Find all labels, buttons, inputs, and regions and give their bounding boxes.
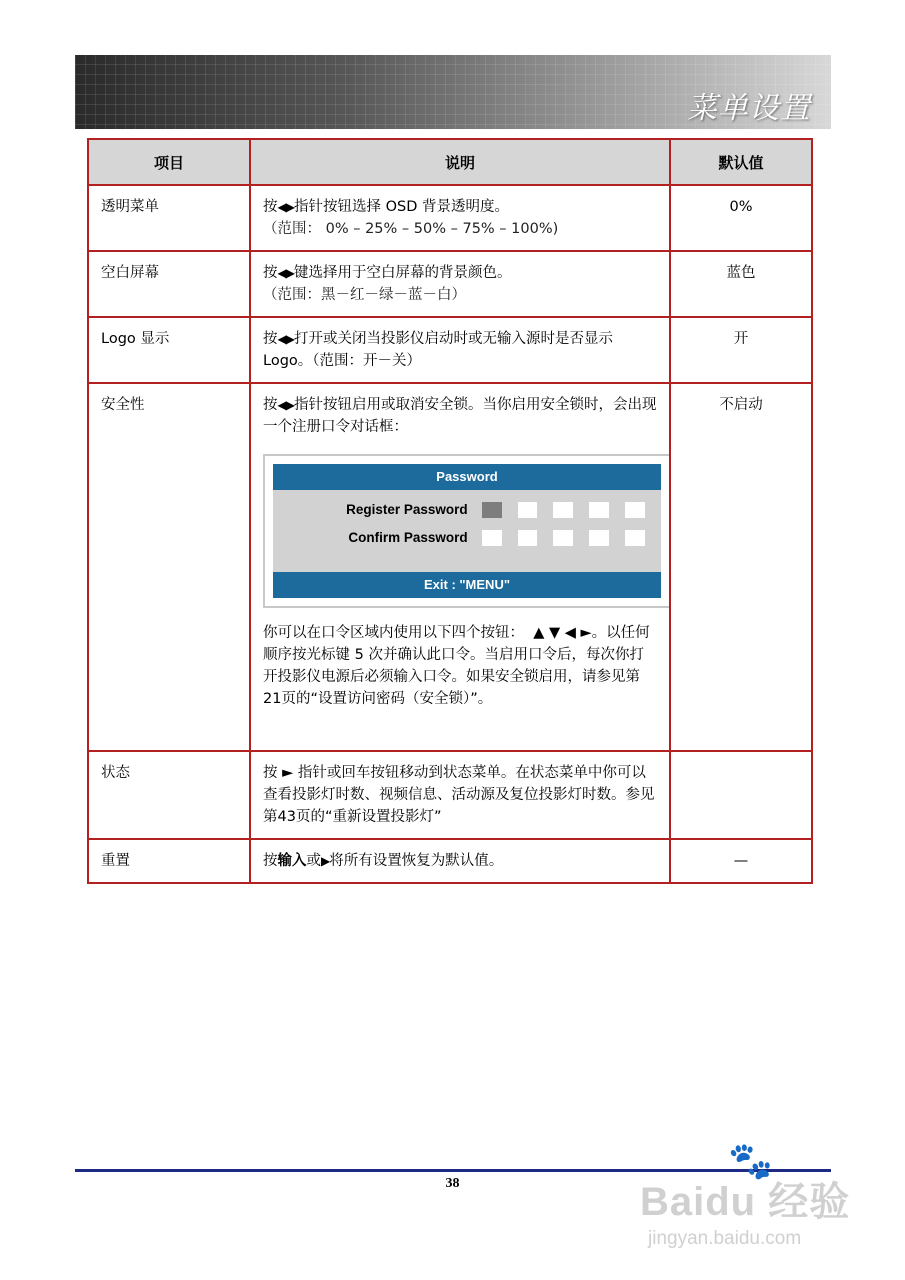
confirm-password-label: Confirm Password [348,530,468,545]
range-text: （范围： 0% – 25% – 50% – 75% – 100%) [263,221,559,237]
password-exit-bar[interactable]: Exit : "MENU" [273,572,661,598]
table-row [88,839,812,883]
item-name: 重置 [88,839,250,883]
password-digit-box[interactable] [553,530,573,546]
password-digit-box[interactable] [625,502,645,518]
default-value [670,751,812,839]
settings-table [87,138,813,884]
desc-text: 指针按钮选择 OSD 背景透明度。 [293,199,509,215]
default-value: — [670,839,812,883]
baidu-watermark [640,1140,860,1260]
range-text: （范围：黑－红－绿－蓝－白） [263,287,466,303]
item-name: 透明菜单 [88,185,250,251]
table-row [88,317,812,383]
column-header-item: 项目 [88,139,250,185]
confirm-password-row [273,524,661,552]
desc-text: 按 [263,765,278,781]
default-value: 不启动 [670,383,812,751]
left-right-arrow-icon: ◀▶ [277,398,294,412]
watermark-logo: Baidu 经验 [640,1180,851,1224]
left-right-arrow-icon: ◀▶ [277,332,294,346]
desc-text: 指针或回车按钮移动到状态菜单。在状态菜单中你可以查看投影灯时数、视频信息、活动源及复位投影灯时数。参见第43页的“重新设置投影灯” [263,765,655,825]
right-arrow-icon: ▶ [321,854,330,868]
table-header-row [88,139,812,185]
password-digit-box[interactable] [482,530,502,546]
column-header-description: 说明 [250,139,670,185]
header-banner [75,55,831,129]
desc-bold-text: 输入 [277,853,307,869]
desc-text: 按 [263,265,278,281]
password-digit-box[interactable] [589,502,609,518]
four-arrow-keys-icon: ▲ ▼ ◀ ► [528,625,592,641]
watermark-url: jingyan.baidu.com [648,1228,802,1249]
desc-text: 。以任何顺序按光标键 5 次并确认此口令。当启用口令后，每次你打开投影仪电源后必须输入口令。如果安全锁启用，请参见第21页的“设置访问密码（安全锁）”。 [263,625,650,707]
default-value: 0% [670,185,812,251]
password-digit-box[interactable] [553,502,573,518]
table-row [88,185,812,251]
desc-text: 或 [306,853,321,869]
password-dialog-title: Password [273,464,661,490]
password-digit-box[interactable] [518,502,538,518]
desc-text: 将所有设置恢复为默认值。 [329,853,504,869]
paw-icon: 🐾 [728,1141,773,1182]
left-right-arrow-icon: ◀▶ [277,266,294,280]
desc-text: 按 [263,199,278,215]
password-dialog [263,454,671,608]
item-description [250,185,670,251]
password-digit-box[interactable] [518,530,538,546]
item-description [250,751,670,839]
table-row [88,251,812,317]
right-arrow-icon: ► [282,765,294,781]
column-header-default: 默认值 [670,139,812,185]
desc-text: 指针按钮启用或取消安全锁。当你启用安全锁时，会出现一个注册口令对话框： [263,397,657,435]
register-password-row [273,496,661,524]
desc-text: 打开或关闭当投影仪启动时或无输入源时是否显示 Logo。（范围：开－关） [263,331,613,369]
page-number: 38 [445,1176,460,1191]
item-name: Logo 显示 [88,317,250,383]
desc-text: 按 [263,331,278,347]
item-name: 空白屏幕 [88,251,250,317]
left-right-arrow-icon: ◀▶ [277,200,294,214]
item-name: 安全性 [88,383,250,751]
password-digit-box[interactable] [589,530,609,546]
item-description [250,317,670,383]
desc-text: 按 [263,397,278,413]
table-row [88,751,812,839]
item-description [250,251,670,317]
password-digit-box[interactable] [482,502,502,518]
item-description [250,383,670,751]
desc-text: 按 [263,853,278,869]
item-description [250,839,670,883]
default-value: 开 [670,317,812,383]
table-row [88,383,812,751]
page-title: 菜单设置 [687,91,811,126]
password-digit-box[interactable] [625,530,645,546]
register-password-label: Register Password [346,502,468,517]
desc-text: 键选择用于空白屏幕的背景颜色。 [293,265,512,281]
item-name: 状态 [88,751,250,839]
default-value: 蓝色 [670,251,812,317]
desc-text: 你可以在口令区域内使用以下四个按钮： [263,625,524,641]
